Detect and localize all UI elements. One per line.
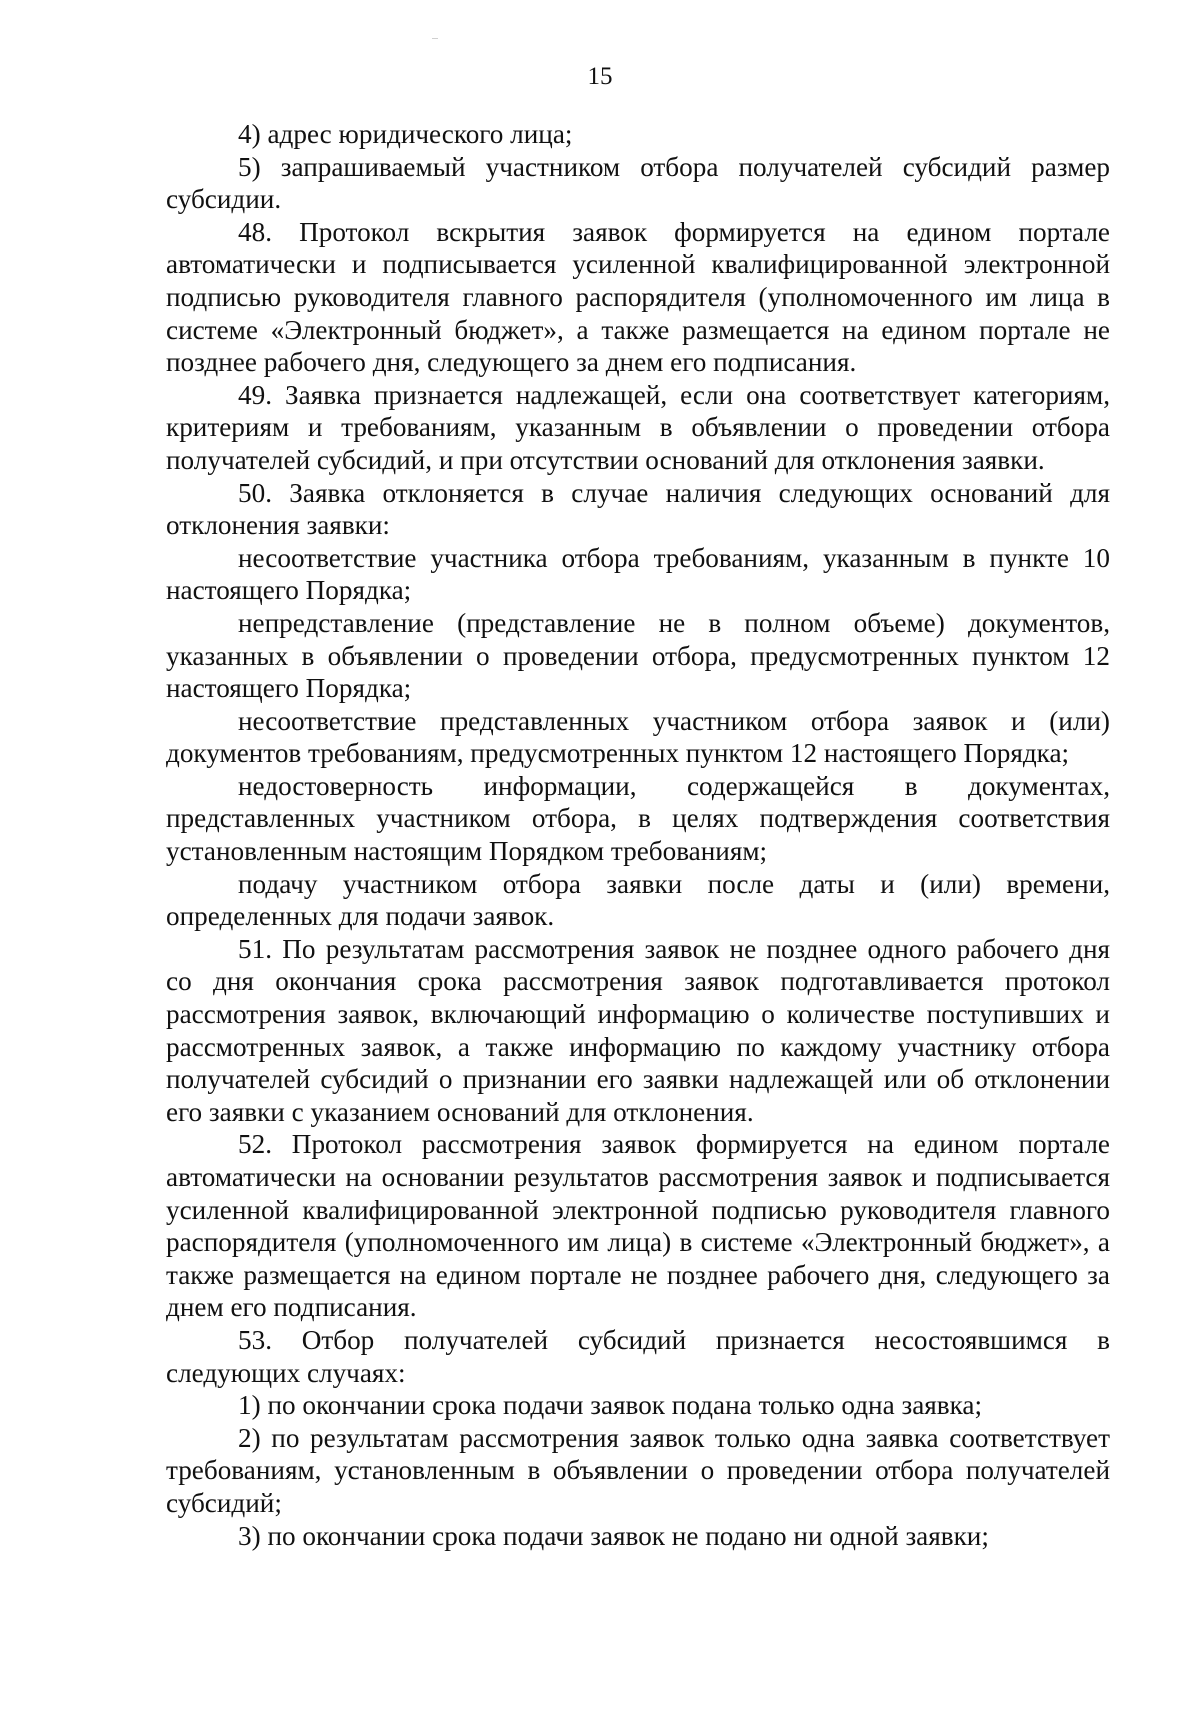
paragraph: несоответствие представленных участником отбора заявок и (или) документов требованиям, предусмотренных пунктом 12 настоящего Порядка; [166, 705, 1110, 769]
paragraph: 49. Заявка признается надлежащей, если она соответствует категориям, критериям и требованиям, указанным в объявлении о проведении отбора получателей субсидий, и при отсутствии оснований для отклонения заявки. [166, 379, 1110, 475]
document-body [166, 118, 1110, 1552]
paragraph: 51. По результатам рассмотрения заявок не позднее одного рабочего дня со дня окончания срока рассмотрения заявок подготавливается протокол рассмотрения заявок, включающий информацию о количестве поступивших и рассмотренных заявок, а также информацию по каждому участнику отбора получателей субсидий о признании его заявки надлежащей или об отклонении его заявки с указанием оснований для отклонения. [166, 933, 1110, 1127]
paragraph: 3) по окончании срока подачи заявок не подано ни одной заявки; [238, 1520, 989, 1551]
paragraph: подачу участником отбора заявки после даты и (или) времени, определенных для подачи заявок. [166, 868, 1110, 932]
paragraph: 2) по результатам рассмотрения заявок только одна заявка соответствует требованиям, установленным в объявлении о проведении отбора получателей субсидий; [166, 1422, 1110, 1518]
page-number: 15 [587, 63, 613, 90]
paragraph: 5) запрашиваемый участником отбора получателей субсидий размер субсидии. [166, 151, 1110, 215]
scan-artifact [432, 38, 438, 39]
paragraph: 53. Отбор получателей субсидий признается несостоявшимся в следующих случаях: [166, 1324, 1110, 1388]
paragraph: 50. Заявка отклоняется в случае наличия следующих оснований для отклонения заявки: [166, 477, 1110, 541]
paragraph: несоответствие участника отбора требованиям, указанным в пункте 10 настоящего Порядка; [166, 542, 1110, 606]
paragraph: 1) по окончании срока подачи заявок подана только одна заявка; [238, 1390, 983, 1421]
paragraph: 48. Протокол вскрытия заявок формируется на едином портале автоматически и подписывается усиленной квалифицированной электронной подписью руководителя главного распорядителя (уполномоченного им лица в системе «Электронный бюджет», а также размещается на едином портале не позднее рабочего дня, следующего за днем его подписания. [166, 216, 1110, 378]
paragraph: непредставление (представление не в полном объеме) документов, указанных в объявлении о проведении отбора, предусмотренных пунктом 12 настоящего Порядка; [166, 607, 1110, 704]
paragraph: 52. Протокол рассмотрения заявок формируется на едином портале автоматически на основании результатов рассмотрения заявок и подписывается усиленной квалифицированной электронной подписью руководителя главного распорядителя (уполномоченного им лица) в системе «Электронный бюджет», а также размещается на едином портале не позднее рабочего дня, следующего за днем его подписания. [166, 1129, 1110, 1323]
paragraph: 4) адрес юридического лица; [238, 119, 573, 149]
paragraph: недостоверность информации, содержащейся в документах, представленных участником отбора, в целях подтверждения соответствия установленным настоящим Порядком требованиям; [166, 770, 1110, 867]
